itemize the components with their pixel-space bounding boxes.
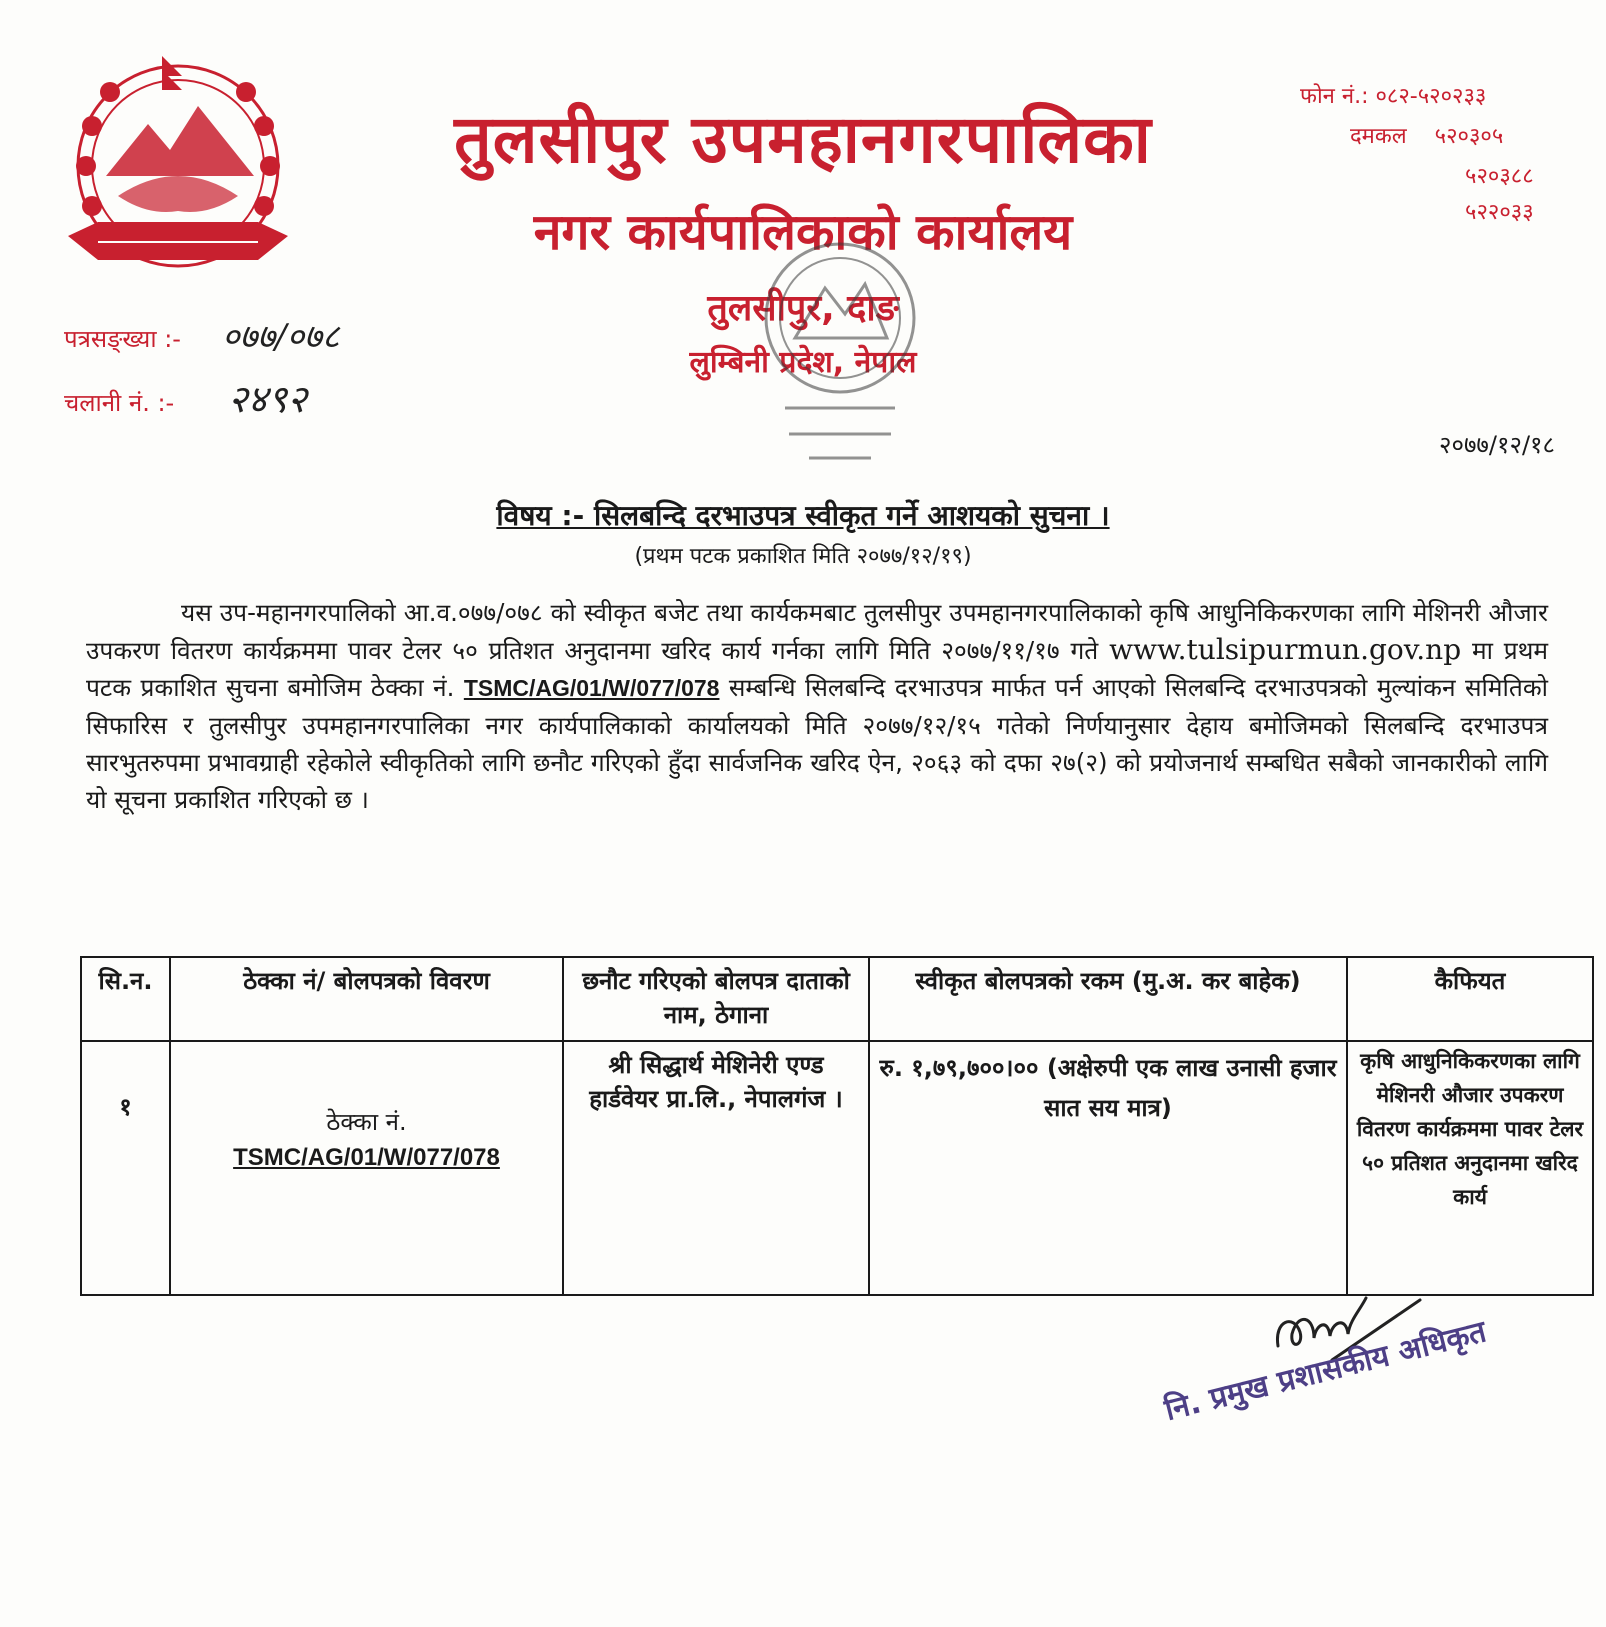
office-round-stamp bbox=[755, 238, 925, 468]
office-province: लुम्बिनी प्रदेश, नेपाल bbox=[689, 345, 917, 380]
office-name: तुलसीपुर उपमहानगरपालिका bbox=[454, 101, 1152, 178]
first-published-date: (प्रथम पटक प्रकाशित मिति २०७७/१२/१९) bbox=[634, 544, 972, 569]
table-header-row bbox=[81, 957, 1593, 1041]
col-amount: स्वीकृत बोलपत्रको रकम (मु.अ. कर बाहेक) bbox=[869, 957, 1347, 1041]
signatory-title: नि. प्रमुख प्रशासकीय अधिकृत bbox=[1161, 1314, 1490, 1429]
reference-label: पत्रसङ्ख्या :- bbox=[64, 325, 181, 353]
dispatch-number: २४९२ bbox=[228, 377, 308, 421]
office-city: तुलसीपुर, दाङ bbox=[707, 288, 899, 329]
reference-number: ०७७/०७८ bbox=[222, 317, 340, 357]
phone-extra-1: ५२०३८८ bbox=[1465, 164, 1534, 189]
col-contract: ठेक्का नं/ बोलपत्रको विवरण bbox=[170, 957, 563, 1041]
col-serial: सि.न. bbox=[81, 957, 170, 1041]
bid-acceptance-table bbox=[80, 956, 1594, 1296]
row-contract-label: ठेक्का नं. bbox=[326, 1108, 407, 1136]
notice-body bbox=[86, 594, 1548, 818]
row-serial: १ bbox=[81, 1041, 170, 1295]
col-remarks: कैफियत bbox=[1347, 957, 1593, 1041]
phone-extra-2: ५२२०३३ bbox=[1465, 200, 1534, 225]
document-date: २०७७/१२/१८ bbox=[1438, 431, 1555, 459]
tender-number: TSMC/AG/01/W/077/078 bbox=[463, 675, 720, 701]
website-link[interactable]: www.tulsipurmun.gov.np bbox=[1109, 633, 1462, 666]
body-part-1: यस उप-महानगरपालिको आ.व.०७७/०७८ को स्वीकृत बजेट तथा कार्यकमबाट तुलसीपुर उपमहानगरपालिकाको कृषि आधुनिकिकरणका लागि मेशिनरी औजार उपकरण वितरण कार्यक्रममा पावर टेलर ५० प्रतिशत अनुदानमा खरिद कार्य गर्नका लागि मिति २०७७/११/१७ गते bbox=[86, 598, 1548, 665]
subject-text: विषय :- सिलबन्दि दरभाउपत्र स्वीकृत गर्ने आशयको सुचना । bbox=[496, 499, 1110, 532]
fire-number: ५२०३०५ bbox=[1434, 124, 1504, 149]
body-part-2: मा प्रथम पटक प्रकाशित सुचना बमोजिम ठेक्का नं. bbox=[86, 636, 1549, 702]
body-part-3: सम्बन्धि सिलबन्दि दरभाउपत्र मार्फत पर्न आएको सिलबन्दि दरभाउपत्रको मुल्यांकन समितिको सिफारिस र तुलसीपुर उपमहानगरपालिका नगर कार्यपालिकाको कार्यालयको मिति २०७७/१२/१५ गतेको निर्णयानुसार देहाय बमोजिमको सिलबन्दि दरभाउपत्र सारभुतरुपमा प्रभावग्राही रहेकोले स्वीकृतिको लागि छनौट गरिएको हुँदा सार्वजनिक खरिद ऐन, २०६३ को दफा २७(२) को प्रयोजनार्थ सम्बधित सबैको जानकारीको लागि यो सूचना प्रकाशित गरिएको छ । bbox=[86, 673, 1548, 814]
dispatch-label: चलानी नं. :- bbox=[64, 389, 175, 417]
row-contract bbox=[170, 1041, 563, 1295]
col-bidder: छनौट गरिएको बोलपत्र दाताको नाम, ठेगाना bbox=[563, 957, 869, 1041]
subject-line bbox=[0, 496, 1606, 534]
table-row bbox=[81, 1041, 1593, 1295]
row-bidder: श्री सिद्धार्थ मेशिनेरी एण्ड हार्डवेयर प्रा.लि., नेपालगंज । bbox=[563, 1041, 869, 1295]
fire-label: दमकल bbox=[1350, 124, 1407, 149]
office-subtitle: नगर कार्यपालिकाको कार्यालय bbox=[533, 203, 1073, 261]
fire-contact bbox=[1350, 120, 1503, 150]
row-amount: रु. १,७९,७००।०० (अक्षेरुपी एक लाख उनासी हजार सात सय मात्र) bbox=[869, 1041, 1347, 1295]
phone-number: फोन नं.: ०८२-५२०२३३ bbox=[1300, 84, 1487, 109]
row-contract-code: TSMC/AG/01/W/077/078 bbox=[233, 1144, 500, 1171]
row-remarks: कृषि आधुनिकिकरणका लागि मेशिनरी औजार उपकरण वितरण कार्यक्रममा पावर टेलर ५० प्रतिशत अनुदानमा खरिद कार्य bbox=[1347, 1041, 1593, 1295]
